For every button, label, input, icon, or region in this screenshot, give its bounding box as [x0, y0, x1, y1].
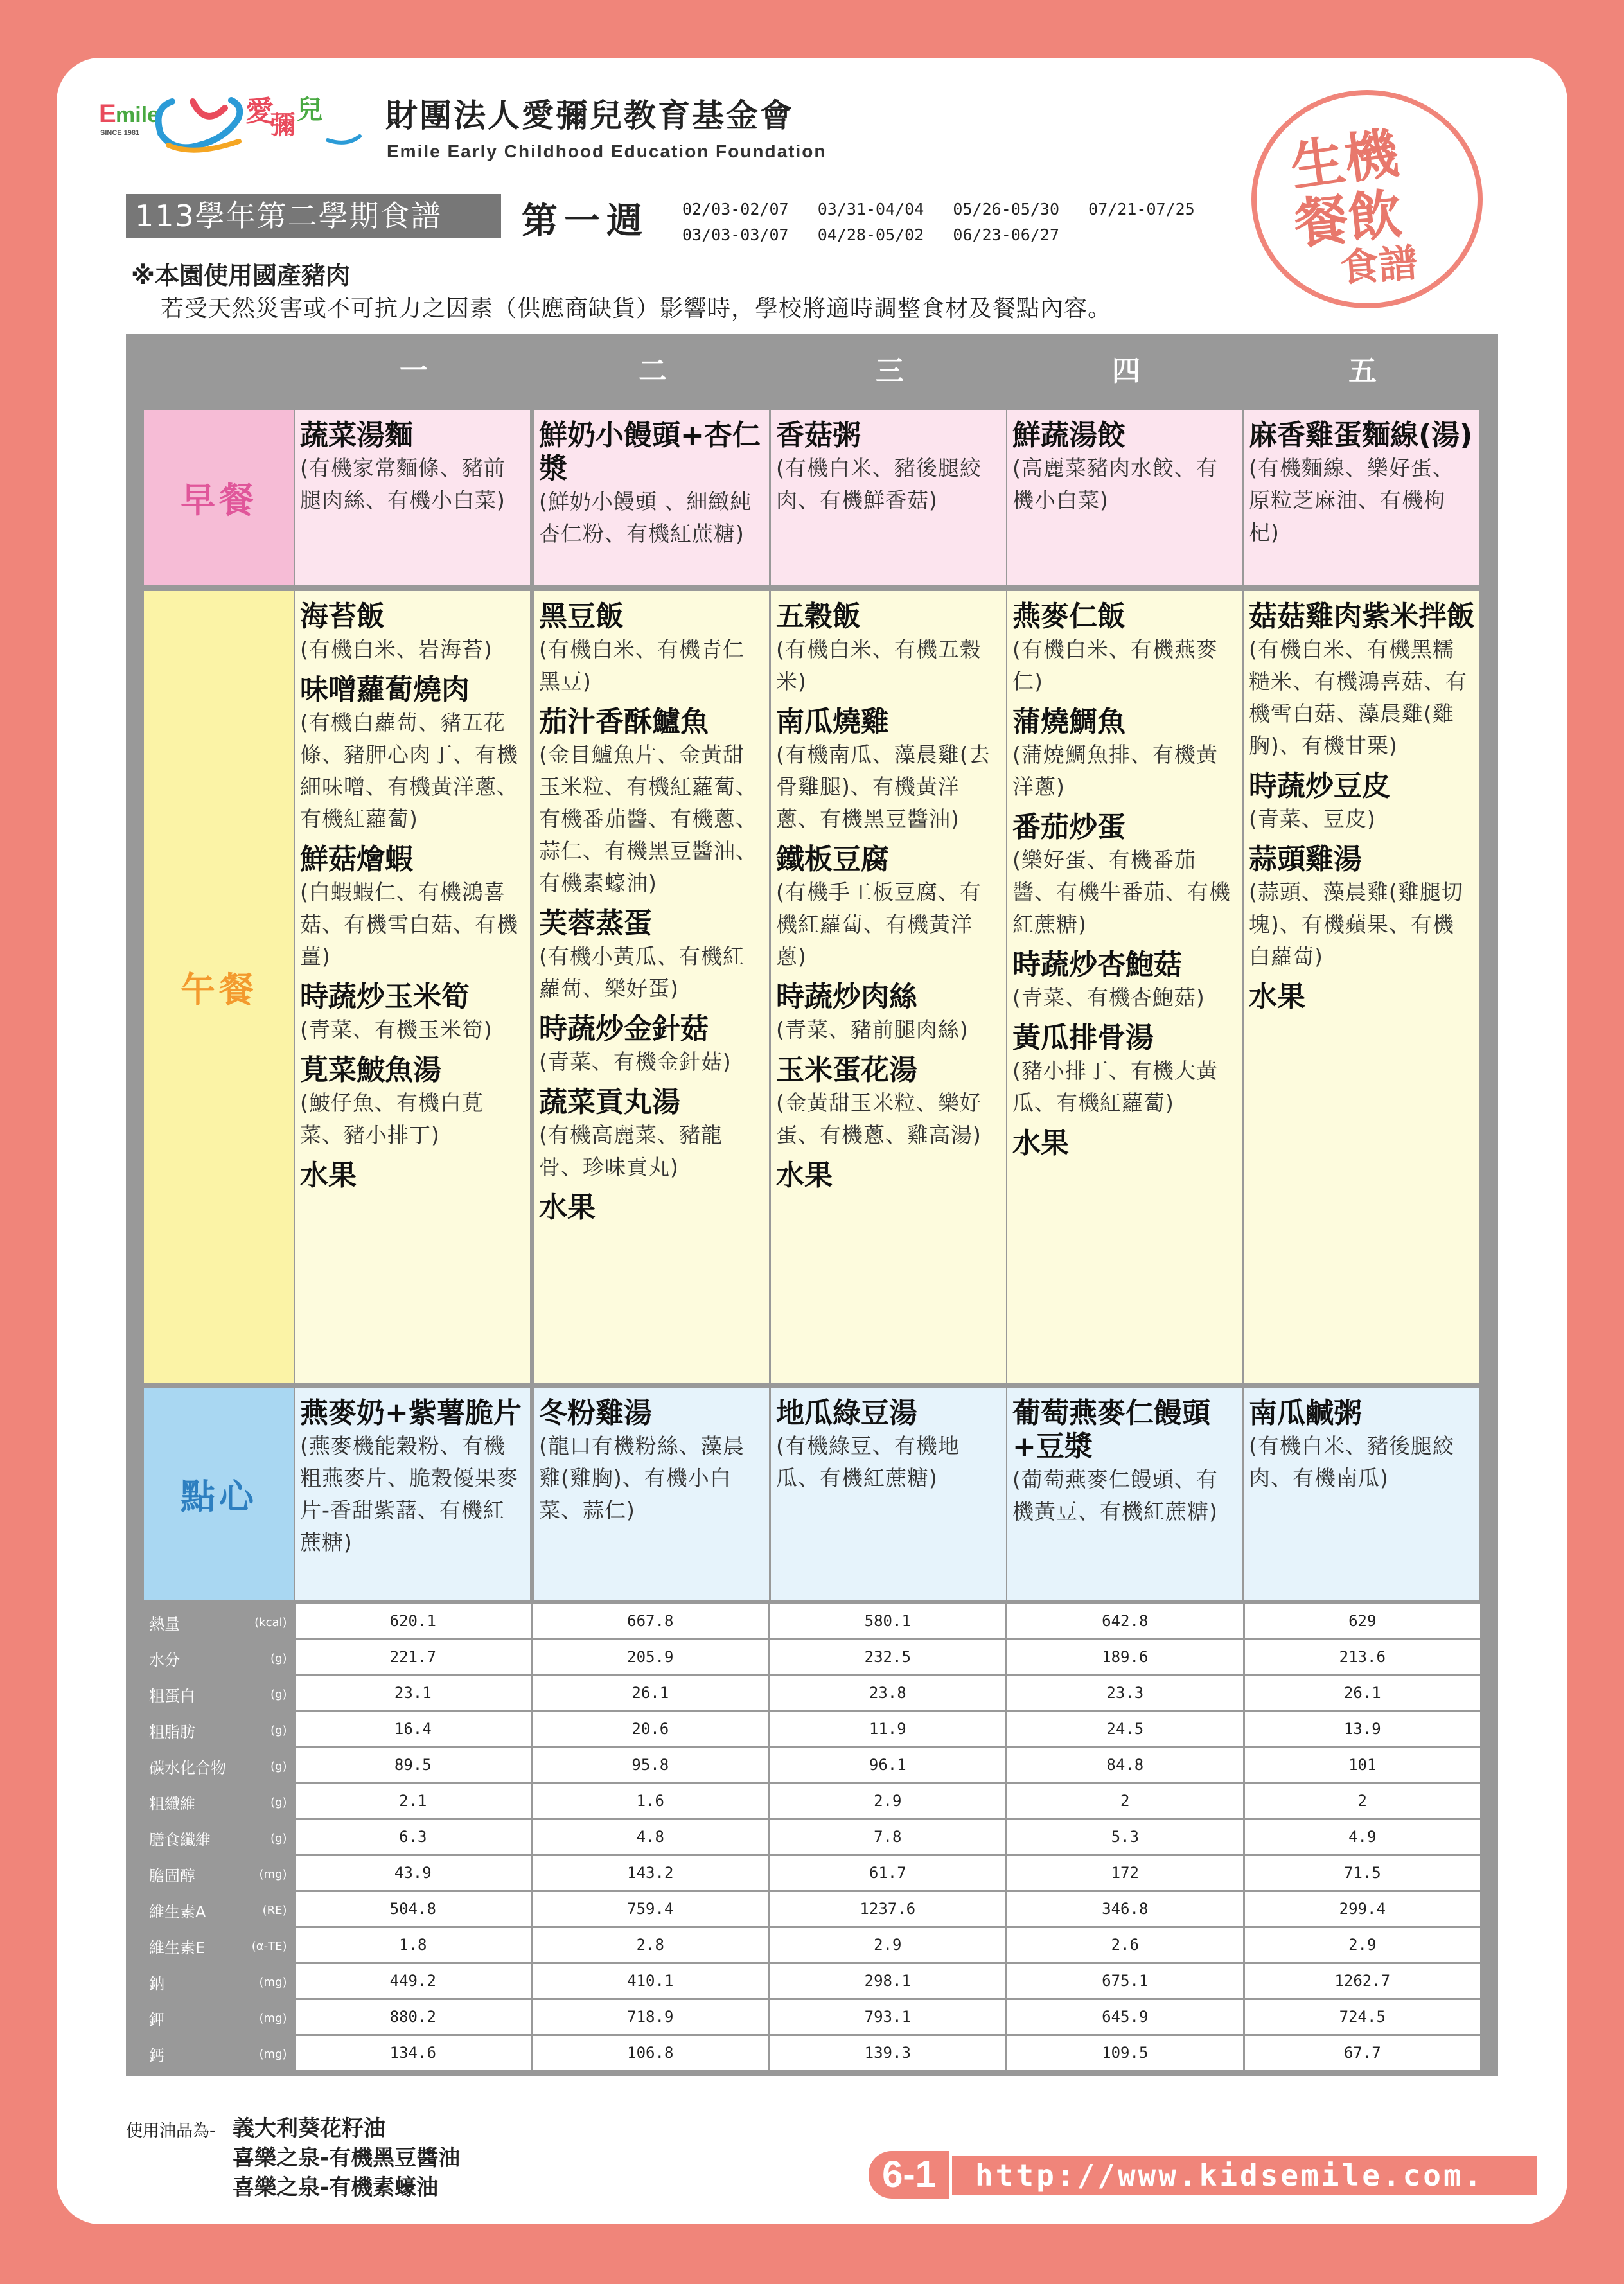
- nutrition-value: 2.9: [1245, 1928, 1481, 1962]
- snack-cell: [1007, 1388, 1242, 1600]
- dish-ingredients: (鮮奶小饅頭 、細緻純杏仁粉、有機紅蔗糖): [539, 489, 752, 546]
- nutrition-value: 2: [1007, 1784, 1243, 1818]
- nutrition-value: 23.8: [770, 1676, 1006, 1710]
- nutrition-value: 189.6: [1007, 1640, 1243, 1674]
- nutrition-value: 2.1: [296, 1784, 531, 1818]
- lunch-cell: [1007, 591, 1242, 1383]
- dish-ingredients: (高麗菜豬肉水餃、有機小白菜): [1012, 456, 1218, 513]
- nutrition-value: 43.9: [296, 1856, 531, 1890]
- nutrition-row: [144, 1604, 1480, 1640]
- dish-name: 南瓜燒雞: [776, 705, 889, 738]
- nutrition-label: [144, 1856, 294, 1892]
- nutrition-value: 642.8: [1007, 1604, 1243, 1638]
- nutrition-value: 718.9: [533, 2000, 768, 2034]
- dish-name: 時蔬炒豆皮: [1249, 770, 1390, 802]
- breakfast-cell: [1007, 410, 1242, 585]
- dish-ingredients: (蒜頭、藻晨雞(雞腿切塊)、有機蘋果、有機白蘿蔔): [1249, 880, 1463, 969]
- dish-name: 鮮菇燴蝦: [300, 843, 413, 876]
- nutrition-value: 1262.7: [1245, 1964, 1481, 1998]
- nutrient-unit: (g): [270, 1723, 287, 1737]
- lunch-cell: [1244, 591, 1479, 1383]
- nutrient-name: 膽固醇: [149, 1866, 195, 1885]
- snack-cell: [534, 1388, 769, 1600]
- breakfast-cell: [771, 410, 1006, 585]
- dish-ingredients: (有機白米、有機黑糯糙米、有機鴻喜菇、有機雪白菇、藻晨雞(雞胸)、有機甘栗): [1249, 637, 1467, 758]
- dish-name: 水果: [1012, 1127, 1069, 1160]
- nutrition-value: 24.5: [1007, 1712, 1243, 1746]
- dish-ingredients: (有機白米、有機燕麥仁): [1012, 637, 1218, 694]
- website-link[interactable]: http://www.kidsemile.com.: [952, 2156, 1537, 2195]
- oil-label: 使用油品為-: [126, 2121, 216, 2141]
- dish-ingredients: (有機白米、豬後腿絞肉、有機南瓜): [1249, 1433, 1454, 1491]
- dish-name: 蒜頭雞湯: [1249, 843, 1362, 876]
- dish-name: 燕麥仁飯: [1012, 600, 1125, 633]
- nutrient-name: 鈉: [149, 1974, 164, 1993]
- nutrient-unit: (g): [270, 1831, 287, 1845]
- dish-name: 麻香雞蛋麵線(湯): [1249, 419, 1473, 452]
- nutrient-name: 碳水化合物: [149, 1758, 226, 1777]
- nutrition-value: 880.2: [296, 2000, 531, 2034]
- org-name: 財團法人愛彌兒教育基金會: [385, 97, 794, 134]
- nutrition-value: 232.5: [770, 1640, 1006, 1674]
- dish-ingredients: (葡萄燕麥仁饅頭、有機黃豆、有機紅蔗糖): [1012, 1467, 1218, 1524]
- dish-name: 玉米蛋花湯: [776, 1054, 917, 1086]
- dish-name: 黃瓜排骨湯: [1012, 1022, 1154, 1054]
- nutrition-value: 95.8: [533, 1748, 768, 1782]
- nutrient-name: 熱量: [149, 1615, 180, 1633]
- dish-ingredients: (青菜、有機杏鮑菇): [1012, 985, 1205, 1010]
- dish-ingredients: (有機白米、有機五穀米): [776, 637, 982, 694]
- nutrition-value: 221.7: [296, 1640, 531, 1674]
- dish-ingredients: (有機小黃瓜、有機紅蘿蔔、樂好蛋): [539, 944, 745, 1001]
- nutrition-label: [144, 1748, 294, 1784]
- dish-ingredients: (有機綠豆、有機地瓜、有機紅蔗糖): [776, 1433, 960, 1491]
- nutrient-name: 鈣: [149, 2046, 164, 2065]
- day-header: 三: [876, 355, 904, 387]
- nutrition-value: 205.9: [533, 1640, 768, 1674]
- dish-name: 時蔬炒杏鮑菇: [1012, 948, 1182, 981]
- dish-name: 莧菜鮍魚湯: [300, 1054, 441, 1086]
- nutrient-unit: (mg): [259, 2047, 287, 2061]
- nutrition-value: 84.8: [1007, 1748, 1243, 1782]
- nutrition-label: [144, 1964, 294, 2000]
- nutrition-row: [144, 1928, 1480, 1964]
- nutrition-value: 134.6: [296, 2036, 531, 2070]
- dish-name: 鮮奶小饅頭+杏仁漿: [539, 419, 761, 485]
- day-header: 二: [639, 355, 667, 387]
- badge-line-3: 食譜: [1339, 240, 1419, 292]
- nutrition-value: 667.8: [533, 1604, 768, 1638]
- nutrition-label: [144, 1604, 294, 1640]
- dish-name: 海苔飯: [300, 600, 385, 633]
- nutrition-value: 61.7: [770, 1856, 1006, 1890]
- dish-name: 黑豆飯: [539, 600, 624, 633]
- snack-cell: [295, 1388, 530, 1600]
- nutrition-value: 724.5: [1245, 2000, 1481, 2034]
- nutrition-row: [144, 1784, 1480, 1820]
- nutrient-name: 維生素E: [149, 1938, 206, 1957]
- nutrition-value: 20.6: [533, 1712, 768, 1746]
- dish-name: 水果: [539, 1191, 596, 1224]
- oil-item: 喜樂之泉-有機素蠔油: [233, 2175, 439, 2200]
- dish-ingredients: (金目鱸魚片、金黃甜玉米粒、有機紅蘿蔔、有機番茄醬、有機蔥、蒜仁、有機黑豆醬油、有機素蠔油): [539, 742, 757, 896]
- dish-ingredients: (青菜、豆皮): [1249, 806, 1376, 831]
- term-title: 113學年第二學期食譜: [126, 194, 501, 238]
- dish-ingredients: (有機白米、岩海苔): [300, 637, 493, 662]
- day-header: 五: [1348, 355, 1377, 387]
- snack-label: 點心: [144, 1388, 294, 1600]
- dish-name: 地瓜綠豆湯: [776, 1397, 917, 1430]
- dish-name: 南瓜鹹粥: [1249, 1397, 1362, 1430]
- nutrition-value: 2.6: [1007, 1928, 1243, 1962]
- snack-cell: [771, 1388, 1006, 1600]
- nutrition-value: 16.4: [296, 1712, 531, 1746]
- svg-text:SINCE 1981: SINCE 1981: [100, 129, 140, 137]
- nutrition-row: [144, 2000, 1480, 2036]
- lunch-cell: [295, 591, 530, 1383]
- nutrition-value: 96.1: [770, 1748, 1006, 1782]
- nutrient-name: 粗纖維: [149, 1794, 195, 1813]
- nutrition-value: 2: [1245, 1784, 1481, 1818]
- nutrient-unit: (RE): [262, 1903, 287, 1917]
- nutrition-value: 23.3: [1007, 1676, 1243, 1710]
- week-label: 第一週: [522, 200, 649, 242]
- nutrition-value: 101: [1245, 1748, 1481, 1782]
- nutrition-label: [144, 1640, 294, 1676]
- nutrition-value: 109.5: [1007, 2036, 1243, 2070]
- nutrition-value: 6.3: [296, 1820, 531, 1854]
- pork-notice: ※本園使用國產豬肉: [131, 261, 350, 290]
- oil-item: 喜樂之泉-有機黑豆醬油: [233, 2145, 461, 2171]
- day-header: 一: [400, 355, 428, 387]
- week-dates: [682, 197, 1195, 248]
- nutrition-value: 5.3: [1007, 1820, 1243, 1854]
- nutrition-label: [144, 1676, 294, 1712]
- dish-ingredients: (白蝦蝦仁、有機鴻喜菇、有機雪白菇、有機薑): [300, 880, 518, 969]
- nutrient-unit: (mg): [259, 1975, 287, 1989]
- dish-name: 冬粉雞湯: [539, 1397, 652, 1430]
- nutrition-row: [144, 1640, 1480, 1676]
- svg-text:E: E: [99, 100, 116, 128]
- dish-ingredients: (有機家常麵條、豬前腿肉絲、有機小白菜): [300, 456, 506, 513]
- nutrient-name: 膳食纖維: [149, 1830, 211, 1849]
- dish-name: 鐵板豆腐: [776, 843, 889, 876]
- lunch-label: 午餐: [144, 591, 294, 1383]
- nutrient-unit: (mg): [259, 2011, 287, 2025]
- dish-name: 香菇粥: [776, 419, 861, 452]
- nutrient-unit: (g): [270, 1795, 287, 1809]
- nutrition-row: [144, 1748, 1480, 1784]
- nutrient-name: 粗脂肪: [149, 1722, 195, 1741]
- nutrition-value: 645.9: [1007, 2000, 1243, 2034]
- nutrition-label: [144, 1820, 294, 1856]
- page-number: 6-1: [869, 2151, 949, 2199]
- nutrition-value: 346.8: [1007, 1892, 1243, 1926]
- dates-row-1: 02/03-02/07 03/31-04/04 05/26-05/30 07/21-07/25: [682, 200, 1195, 218]
- breakfast-label: 早餐: [144, 410, 294, 585]
- nutrition-row: [144, 1892, 1480, 1928]
- snack-cell: [1244, 1388, 1479, 1600]
- nutrition-value: 23.1: [296, 1676, 531, 1710]
- nutrition-value: 629: [1245, 1604, 1481, 1638]
- nutrition-value: 213.6: [1245, 1640, 1481, 1674]
- nutrition-value: 410.1: [533, 1964, 768, 1998]
- svg-text:兒: 兒: [297, 94, 322, 125]
- dish-ingredients: (豬小排丁、有機大黃瓜、有機紅蘿蔔): [1012, 1058, 1218, 1115]
- nutrient-name: 維生素A: [149, 1902, 206, 1921]
- nutrition-value: 139.3: [770, 2036, 1006, 2070]
- breakfast-cell: [1244, 410, 1479, 585]
- nutrition-value: 4.8: [533, 1820, 768, 1854]
- disclaimer-notice: 若受天然災害或不可抗力之因素（供應商缺貨）影響時，學校將適時調整食材及餐點內容。: [161, 296, 1112, 322]
- nutrition-value: 11.9: [770, 1712, 1006, 1746]
- nutrition-value: 675.1: [1007, 1964, 1243, 1998]
- dish-name: 芙蓉蒸蛋: [539, 907, 652, 940]
- nutrient-unit: (g): [270, 1651, 287, 1665]
- nutrient-name: 粗蛋白: [149, 1686, 195, 1705]
- dish-ingredients: (有機南瓜、藻晨雞(去骨雞腿)、有機黃洋蔥、有機黑豆醬油): [776, 742, 991, 831]
- nutrition-value: 143.2: [533, 1856, 768, 1890]
- dish-name: 葡萄燕麥仁饅頭+豆漿: [1012, 1397, 1210, 1463]
- nutrient-name: 鉀: [149, 2010, 164, 2029]
- nutrition-label: [144, 1712, 294, 1748]
- nutrition-value: 13.9: [1245, 1712, 1481, 1746]
- dish-name: 水果: [300, 1159, 357, 1192]
- lunch-cell: [534, 591, 769, 1383]
- lunch-cell: [771, 591, 1006, 1383]
- nutrition-value: 759.4: [533, 1892, 768, 1926]
- dish-name: 水果: [1249, 980, 1305, 1013]
- nutrition-value: 2.8: [533, 1928, 768, 1962]
- svg-text:彌: 彌: [270, 110, 296, 140]
- dish-ingredients: (有機高麗菜、豬龍骨、珍味貢丸): [539, 1122, 723, 1180]
- dish-name: 蒲燒鯛魚: [1012, 705, 1125, 738]
- nutrition-value: 89.5: [296, 1748, 531, 1782]
- dish-ingredients: (有機白米、豬後腿絞肉、有機鮮香菇): [776, 456, 982, 513]
- dish-name: 時蔬炒玉米筍: [300, 980, 470, 1013]
- dish-name: 味噌蘿蔔燒肉: [300, 673, 470, 706]
- nutrition-row: [144, 1964, 1480, 2000]
- dish-ingredients: (金黃甜玉米粒、樂好蛋、有機蔥、雞高湯): [776, 1090, 982, 1147]
- nutrition-row: [144, 1820, 1480, 1856]
- org-english-name: Emile Early Childhood Education Foundation: [387, 141, 827, 161]
- dish-ingredients: (鮍仔魚、有機白莧菜、豬小排丁): [300, 1090, 484, 1147]
- nutrition-value: 67.7: [1245, 2036, 1481, 2070]
- nutrition-label: [144, 2036, 294, 2072]
- nutrient-unit: (kcal): [254, 1615, 287, 1629]
- dish-name: 蔬菜貢丸湯: [539, 1086, 680, 1119]
- nutrition-row: [144, 2036, 1480, 2072]
- nutrition-label: [144, 1892, 294, 1928]
- dish-ingredients: (龍口有機粉絲、藻晨雞(雞胸)、有機小白菜、蒜仁): [539, 1433, 745, 1523]
- nutrition-value: 26.1: [1245, 1676, 1481, 1710]
- badge-line-2: 餐飲: [1291, 181, 1406, 256]
- dish-name: 燕麥奶+紫薯脆片: [300, 1397, 522, 1430]
- nutrition-value: 106.8: [533, 2036, 768, 2070]
- nutrition-value: 504.8: [296, 1892, 531, 1926]
- dish-ingredients: (青菜、有機金針菇): [539, 1049, 732, 1074]
- svg-text:愛: 愛: [245, 95, 274, 128]
- dish-name: 五穀飯: [776, 600, 861, 633]
- nutrition-value: 793.1: [770, 2000, 1006, 2034]
- nutrition-label: [144, 2000, 294, 2036]
- day-header: 四: [1112, 355, 1140, 387]
- organic-recipe-badge: [1251, 90, 1483, 308]
- dish-name: 時蔬炒金針菇: [539, 1013, 709, 1045]
- dish-name: 番茄炒蛋: [1012, 811, 1125, 844]
- nutrition-value: 1237.6: [770, 1892, 1006, 1926]
- nutrient-unit: (mg): [259, 1867, 287, 1881]
- dish-name: 菇菇雞肉紫米拌飯: [1249, 600, 1475, 633]
- dish-name: 鮮蔬湯餃: [1012, 419, 1125, 452]
- dish-ingredients: (有機麵線、樂好蛋、原粒芝麻油、有機枸杞): [1249, 456, 1454, 545]
- dish-ingredients: (青菜、豬前腿肉絲): [776, 1017, 969, 1042]
- nutrition-value: 7.8: [770, 1820, 1006, 1854]
- dish-ingredients: (蒲燒鯛魚排、有機黃洋蔥): [1012, 742, 1218, 799]
- nutrition-row: [144, 1712, 1480, 1748]
- nutrition-value: 449.2: [296, 1964, 531, 1998]
- dish-ingredients: (燕麥機能穀粉、有機粗燕麥片、脆穀優果麥片-香甜紫藷、有機紅蔗糖): [300, 1433, 518, 1555]
- dish-name: 水果: [776, 1159, 833, 1192]
- nutrition-value: 298.1: [770, 1964, 1006, 1998]
- badge-line-1: 生機: [1286, 120, 1402, 199]
- nutrition-row: [144, 1676, 1480, 1712]
- breakfast-cell: [534, 410, 769, 585]
- nutrient-unit: (g): [270, 1687, 287, 1701]
- nutrition-value: 26.1: [533, 1676, 768, 1710]
- dish-ingredients: (有機白蘿蔔、豬五花條、豬胛心肉丁、有機細味噌、有機黃洋蔥、有機紅蘿蔔): [300, 710, 518, 831]
- dates-row-2: 03/03-03/07 04/28-05/02 06/23-06/27: [682, 226, 1059, 244]
- dish-ingredients: (樂好蛋、有機番茄醬、有機牛番茄、有機紅蔗糖): [1012, 847, 1231, 937]
- dish-ingredients: (青菜、有機玉米筍): [300, 1017, 493, 1042]
- nutrition-value: 299.4: [1245, 1892, 1481, 1926]
- nutrition-value: 71.5: [1245, 1856, 1481, 1890]
- oil-item: 義大利葵花籽油: [233, 2116, 385, 2141]
- nutrition-value: 2.9: [770, 1928, 1006, 1962]
- nutrition-value: 172: [1007, 1856, 1243, 1890]
- nutrient-name: 水分: [149, 1651, 180, 1669]
- nutrition-row: [144, 1856, 1480, 1892]
- nutrient-unit: (g): [270, 1759, 287, 1773]
- dish-name: 蔬菜湯麵: [300, 419, 413, 452]
- oil-list: [233, 2114, 460, 2202]
- nutrition-label: [144, 1784, 294, 1820]
- nutrition-value: 1.6: [533, 1784, 768, 1818]
- dish-name: 時蔬炒肉絲: [776, 980, 917, 1013]
- nutrition-value: 2.9: [770, 1784, 1006, 1818]
- breakfast-cell: [295, 410, 530, 585]
- nutrition-value: 580.1: [770, 1604, 1006, 1638]
- nutrient-unit: (α-TE): [251, 1939, 287, 1953]
- svg-text:mile: mile: [116, 103, 160, 127]
- dish-name: 茄汁香酥鱸魚: [539, 705, 709, 738]
- dish-ingredients: (有機手工板豆腐、有機紅蘿蔔、有機黃洋蔥): [776, 880, 982, 969]
- nutrition-value: 4.9: [1245, 1820, 1481, 1854]
- dish-ingredients: (有機白米、有機青仁黑豆): [539, 637, 745, 694]
- nutrition-label: [144, 1928, 294, 1964]
- nutrition-value: 1.8: [296, 1928, 531, 1962]
- nutrition-value: 620.1: [296, 1604, 531, 1638]
- emile-logo: [96, 76, 373, 166]
